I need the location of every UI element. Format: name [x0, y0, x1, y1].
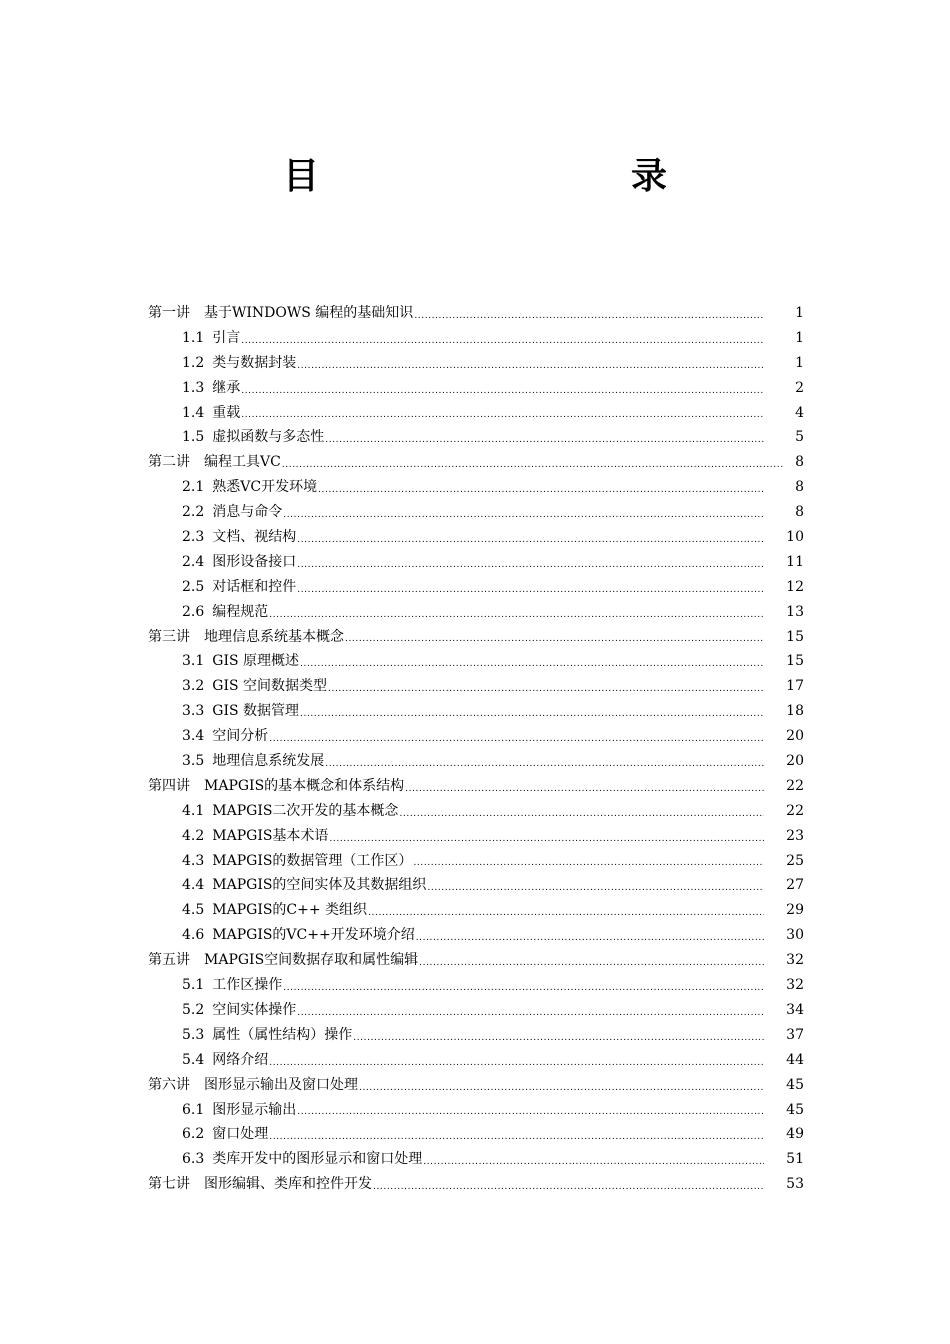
toc-entry-text: 类与数据封装	[212, 354, 297, 371]
toc-section-row[interactable]	[148, 326, 804, 351]
toc-entry-text: 窗口处理	[212, 1126, 269, 1143]
toc-entry-number: 3.1	[182, 653, 205, 670]
toc-page-number: 13	[786, 603, 804, 620]
toc-entry-title	[182, 898, 367, 923]
toc-page-number: 11	[786, 553, 804, 570]
toc-page-number: 51	[786, 1151, 804, 1168]
toc-page-number: 20	[786, 753, 804, 770]
toc-entry-text: 类库开发中的图形显示和窗口处理	[212, 1151, 423, 1168]
toc-entry-text: 空间实体操作	[212, 1001, 297, 1018]
toc-entry-text: 图形设备接口	[212, 553, 297, 570]
toc-entry-title	[182, 699, 299, 724]
toc-section-row[interactable]	[148, 376, 804, 401]
toc-dot-leader	[297, 550, 764, 575]
toc-entry-number: 3.3	[182, 703, 205, 720]
toc-page-number: 53	[786, 1176, 804, 1193]
toc-dot-leader	[297, 998, 764, 1023]
toc-dot-leader	[241, 376, 764, 401]
toc-section-row[interactable]	[148, 824, 804, 849]
toc-entry-number: 4.6	[182, 927, 205, 944]
toc-page-number: 29	[786, 902, 804, 919]
toc-dot-leader	[269, 1048, 764, 1073]
toc-entry-number: 4.5	[182, 902, 205, 919]
toc-entry-title	[182, 998, 296, 1023]
toc-entry-title	[182, 1048, 268, 1073]
toc-entry-title	[182, 849, 412, 874]
toc-chapter-row[interactable]	[148, 1172, 804, 1197]
toc-entry-title	[182, 600, 268, 625]
toc-entry-title	[182, 749, 324, 774]
toc-entry-title	[182, 351, 296, 376]
toc-entry-title	[148, 774, 404, 799]
toc-dot-leader	[427, 873, 764, 898]
toc-entry-number: 6.3	[182, 1151, 205, 1168]
toc-entry-text: MAPGIS的VC++开发环境介绍	[212, 927, 415, 944]
toc-dot-leader	[423, 1147, 764, 1172]
toc-entry-number: 2.5	[182, 578, 205, 595]
toc-page-number: 44	[786, 1051, 804, 1068]
toc-entry-text: 引言	[212, 329, 241, 346]
toc-section-row[interactable]	[148, 649, 804, 674]
toc-section-row[interactable]	[148, 699, 804, 724]
toc-page-number: 15	[786, 653, 804, 670]
toc-page-number: 45	[786, 1076, 804, 1093]
toc-dot-leader	[300, 699, 764, 724]
toc-page-number: 12	[786, 578, 804, 595]
toc-entry-title	[148, 1172, 372, 1197]
toc-dot-leader	[269, 600, 764, 625]
toc-entry-text: 编程工具VC	[204, 454, 281, 471]
toc-entry-title	[148, 625, 344, 650]
toc-entry-text: GIS 原理概述	[212, 653, 300, 670]
toc-entry-text: 对话框和控件	[212, 578, 297, 595]
toc-entry-text: MAPGIS基本术语	[212, 827, 329, 844]
toc-entry-number: 1.3	[182, 379, 205, 396]
toc-section-row[interactable]	[148, 849, 804, 874]
toc-entry-title	[182, 525, 296, 550]
toc-entry-title	[148, 301, 413, 326]
toc-dot-leader	[419, 948, 764, 973]
toc-entry-number: 1.4	[182, 404, 205, 421]
toc-entry-text: 属性（属性结构）操作	[212, 1026, 353, 1043]
toc-entry-number: 第三讲	[148, 628, 190, 645]
toc-entry-number: 第二讲	[148, 454, 190, 471]
toc-entry-number: 1.2	[182, 354, 205, 371]
toc-entry-text: MAPGIS的空间实体及其数据组织	[212, 877, 427, 894]
toc-entry-title	[182, 973, 282, 998]
toc-page-number: 15	[786, 628, 804, 645]
toc-page-number: 10	[786, 529, 804, 546]
toc-dot-leader	[329, 824, 764, 849]
toc-entry-text: 图形编辑、类库和控件开发	[204, 1176, 372, 1193]
toc-entry-text: 熟悉VC开发环境	[212, 479, 318, 496]
toc-dot-leader	[414, 301, 764, 326]
toc-entry-number: 6.1	[182, 1101, 205, 1118]
toc-section-row[interactable]	[148, 475, 804, 500]
toc-entry-title	[182, 376, 240, 401]
toc-entry-text: GIS 空间数据类型	[212, 678, 328, 695]
toc-dot-leader	[241, 401, 764, 426]
toc-section-row[interactable]	[148, 1098, 804, 1123]
toc-entry-title	[182, 1023, 352, 1048]
toc-chapter-row[interactable]	[148, 1073, 804, 1098]
toc-entry-text: 编程规范	[212, 603, 269, 620]
toc-dot-leader	[399, 799, 764, 824]
toc-chapter-row[interactable]	[148, 774, 804, 799]
toc-page-number: 27	[786, 877, 804, 894]
toc-page-number: 5	[795, 429, 804, 446]
toc-entry-number: 5.1	[182, 977, 205, 994]
toc-entry-number: 第七讲	[148, 1176, 190, 1193]
toc-page-number: 30	[786, 927, 804, 944]
toc-entry-text: 消息与命令	[212, 504, 283, 521]
toc-section-row[interactable]	[148, 873, 804, 898]
toc-entry-title	[148, 1073, 358, 1098]
toc-entry-title	[182, 923, 415, 948]
toc-entry-number: 4.1	[182, 802, 205, 819]
toc-chapter-row[interactable]	[148, 625, 804, 650]
toc-entry-number: 6.2	[182, 1126, 205, 1143]
toc-page-number: 1	[795, 305, 804, 321]
toc-entry-text: 继承	[212, 379, 241, 396]
toc-page-number: 1	[795, 354, 804, 371]
toc-page-number: 8	[795, 479, 804, 496]
toc-dot-leader	[318, 475, 764, 500]
page-title: 目 录	[282, 156, 747, 197]
toc-section-row[interactable]	[148, 575, 804, 600]
toc-section-row[interactable]	[148, 351, 804, 376]
toc-entry-title	[182, 475, 317, 500]
toc-entry-text: MAPGIS的C++ 类组织	[212, 902, 368, 919]
toc-entry-number: 2.6	[182, 603, 205, 620]
toc-entry-title	[182, 500, 282, 525]
toc-entry-number: 第六讲	[148, 1076, 190, 1093]
toc-dot-leader	[241, 326, 764, 351]
toc-entry-number: 3.4	[182, 728, 205, 745]
toc-dot-leader	[325, 749, 764, 774]
toc-entry-number: 2.2	[182, 504, 205, 521]
toc-dot-leader	[328, 674, 764, 699]
toc-entry-number: 第五讲	[148, 952, 190, 969]
toc-page-number: 1	[795, 329, 804, 346]
toc-entry-text: 重载	[212, 404, 241, 421]
toc-entry-number: 4.4	[182, 877, 205, 894]
toc-page-number: 23	[786, 827, 804, 844]
toc-page-number: 4	[795, 404, 804, 421]
toc-dot-leader	[269, 1122, 764, 1147]
toc-entry-text: 图形显示输出	[212, 1101, 297, 1118]
toc-entry-title	[182, 724, 268, 749]
toc-entry-title	[182, 824, 328, 849]
toc-entry-text: 工作区操作	[212, 977, 283, 994]
toc-entry-text: MAPGIS空间数据存取和属性编辑	[204, 952, 419, 969]
toc-chapter-row[interactable]	[148, 301, 804, 326]
toc-dot-leader	[283, 973, 764, 998]
toc-section-row[interactable]	[148, 799, 804, 824]
toc-section-row[interactable]	[148, 898, 804, 923]
toc-entry-title	[148, 450, 281, 475]
toc-entry-title	[182, 873, 426, 898]
toc-page-number: 32	[786, 977, 804, 994]
toc-dot-leader	[373, 1172, 764, 1197]
toc-page-number: 37	[786, 1026, 804, 1043]
toc-dot-leader	[283, 500, 764, 525]
toc-entry-title	[182, 550, 296, 575]
toc-entry-text: MAPGIS的数据管理（工作区）	[212, 852, 413, 869]
toc-entry-number: 第一讲	[148, 305, 190, 321]
toc-dot-leader	[300, 649, 764, 674]
toc-entry-number: 2.1	[182, 479, 205, 496]
toc-dot-leader	[368, 898, 764, 923]
toc-entry-text: 网络介绍	[212, 1051, 269, 1068]
toc-chapter-row[interactable]	[148, 450, 804, 475]
toc-entry-text: MAPGIS的基本概念和体系结构	[204, 777, 405, 794]
toc-page-number: 8	[795, 504, 804, 521]
toc-section-row[interactable]	[148, 923, 804, 948]
toc-entry-number: 第四讲	[148, 777, 190, 794]
toc-page-number: 8	[795, 454, 804, 471]
toc-entry-number: 5.3	[182, 1026, 205, 1043]
toc-entry-number: 1.1	[182, 329, 205, 346]
toc-section-row[interactable]	[148, 500, 804, 525]
toc-entry-title	[182, 799, 398, 824]
toc-section-row[interactable]	[148, 724, 804, 749]
toc-entry-title	[182, 401, 240, 426]
toc-section-row[interactable]	[148, 749, 804, 774]
toc-dot-leader	[359, 1073, 764, 1098]
toc-dot-leader	[353, 1023, 764, 1048]
toc-dot-leader	[416, 923, 764, 948]
toc-entry-title	[182, 1122, 268, 1147]
toc-page-number: 17	[786, 678, 804, 695]
toc-page-number: 49	[786, 1126, 804, 1143]
toc-page-number: 32	[786, 952, 804, 969]
toc-entry-number: 5.4	[182, 1051, 205, 1068]
toc-entry-title	[182, 1147, 422, 1172]
toc-entry-title	[182, 674, 327, 699]
toc-page-number: 22	[786, 802, 804, 819]
toc-entry-text: 地理信息系统基本概念	[204, 628, 344, 645]
toc-entry-number: 3.5	[182, 753, 205, 770]
toc-dot-leader	[297, 575, 764, 600]
toc-dot-leader	[297, 1098, 764, 1123]
toc-entry-text: 基于WINDOWS 编程的基础知识	[204, 305, 414, 321]
toc-page-number: 2	[795, 379, 804, 396]
toc-entry-number: 2.4	[182, 553, 205, 570]
toc-entry-title	[148, 948, 418, 973]
toc-entry-number: 4.2	[182, 827, 205, 844]
toc-page-number: 25	[786, 852, 804, 869]
toc-entry-text: GIS 数据管理	[212, 703, 300, 720]
toc-section-row[interactable]	[148, 600, 804, 625]
toc-entry-text: 虚拟函数与多态性	[212, 429, 325, 446]
toc-dot-leader	[325, 425, 764, 450]
toc-entry-title	[182, 575, 296, 600]
toc-dot-leader	[405, 774, 764, 799]
toc-dot-leader	[297, 525, 764, 550]
toc-page-number: 22	[786, 777, 804, 794]
table-of-contents	[148, 301, 804, 1197]
toc-section-row[interactable]	[148, 1147, 804, 1172]
toc-page-number: 20	[786, 728, 804, 745]
toc-dot-leader	[269, 724, 764, 749]
toc-entry-title	[182, 649, 299, 674]
toc-section-row[interactable]	[148, 401, 804, 426]
toc-dot-leader	[297, 351, 764, 376]
toc-entry-text: MAPGIS二次开发的基本概念	[212, 802, 399, 819]
toc-page-number: 45	[786, 1101, 804, 1118]
toc-section-row[interactable]	[148, 525, 804, 550]
toc-dot-leader	[413, 849, 764, 874]
toc-entry-number: 1.5	[182, 429, 205, 446]
toc-entry-text: 空间分析	[212, 728, 269, 745]
toc-entry-text: 图形显示输出及窗口处理	[204, 1076, 358, 1093]
toc-section-row[interactable]	[148, 674, 804, 699]
toc-entry-title	[182, 425, 324, 450]
toc-entry-number: 5.2	[182, 1001, 205, 1018]
toc-section-row[interactable]	[148, 425, 804, 450]
toc-dot-leader	[282, 450, 784, 475]
toc-section-row[interactable]	[148, 1023, 804, 1048]
toc-section-row[interactable]	[148, 998, 804, 1023]
toc-entry-number: 2.3	[182, 529, 205, 546]
toc-page-number: 34	[786, 1001, 804, 1018]
toc-entry-text: 地理信息系统发展	[212, 753, 325, 770]
toc-entry-title	[182, 1098, 296, 1123]
toc-chapter-row[interactable]	[148, 948, 804, 973]
toc-section-row[interactable]	[148, 550, 804, 575]
toc-entry-number: 3.2	[182, 678, 205, 695]
toc-section-row[interactable]	[148, 973, 804, 998]
toc-section-row[interactable]	[148, 1122, 804, 1147]
toc-dot-leader	[345, 625, 764, 650]
toc-entry-title	[182, 326, 240, 351]
toc-section-row[interactable]	[148, 1048, 804, 1073]
toc-entry-text: 文档、视结构	[212, 529, 297, 546]
toc-page-number: 18	[786, 703, 804, 720]
toc-entry-number: 4.3	[182, 852, 205, 869]
